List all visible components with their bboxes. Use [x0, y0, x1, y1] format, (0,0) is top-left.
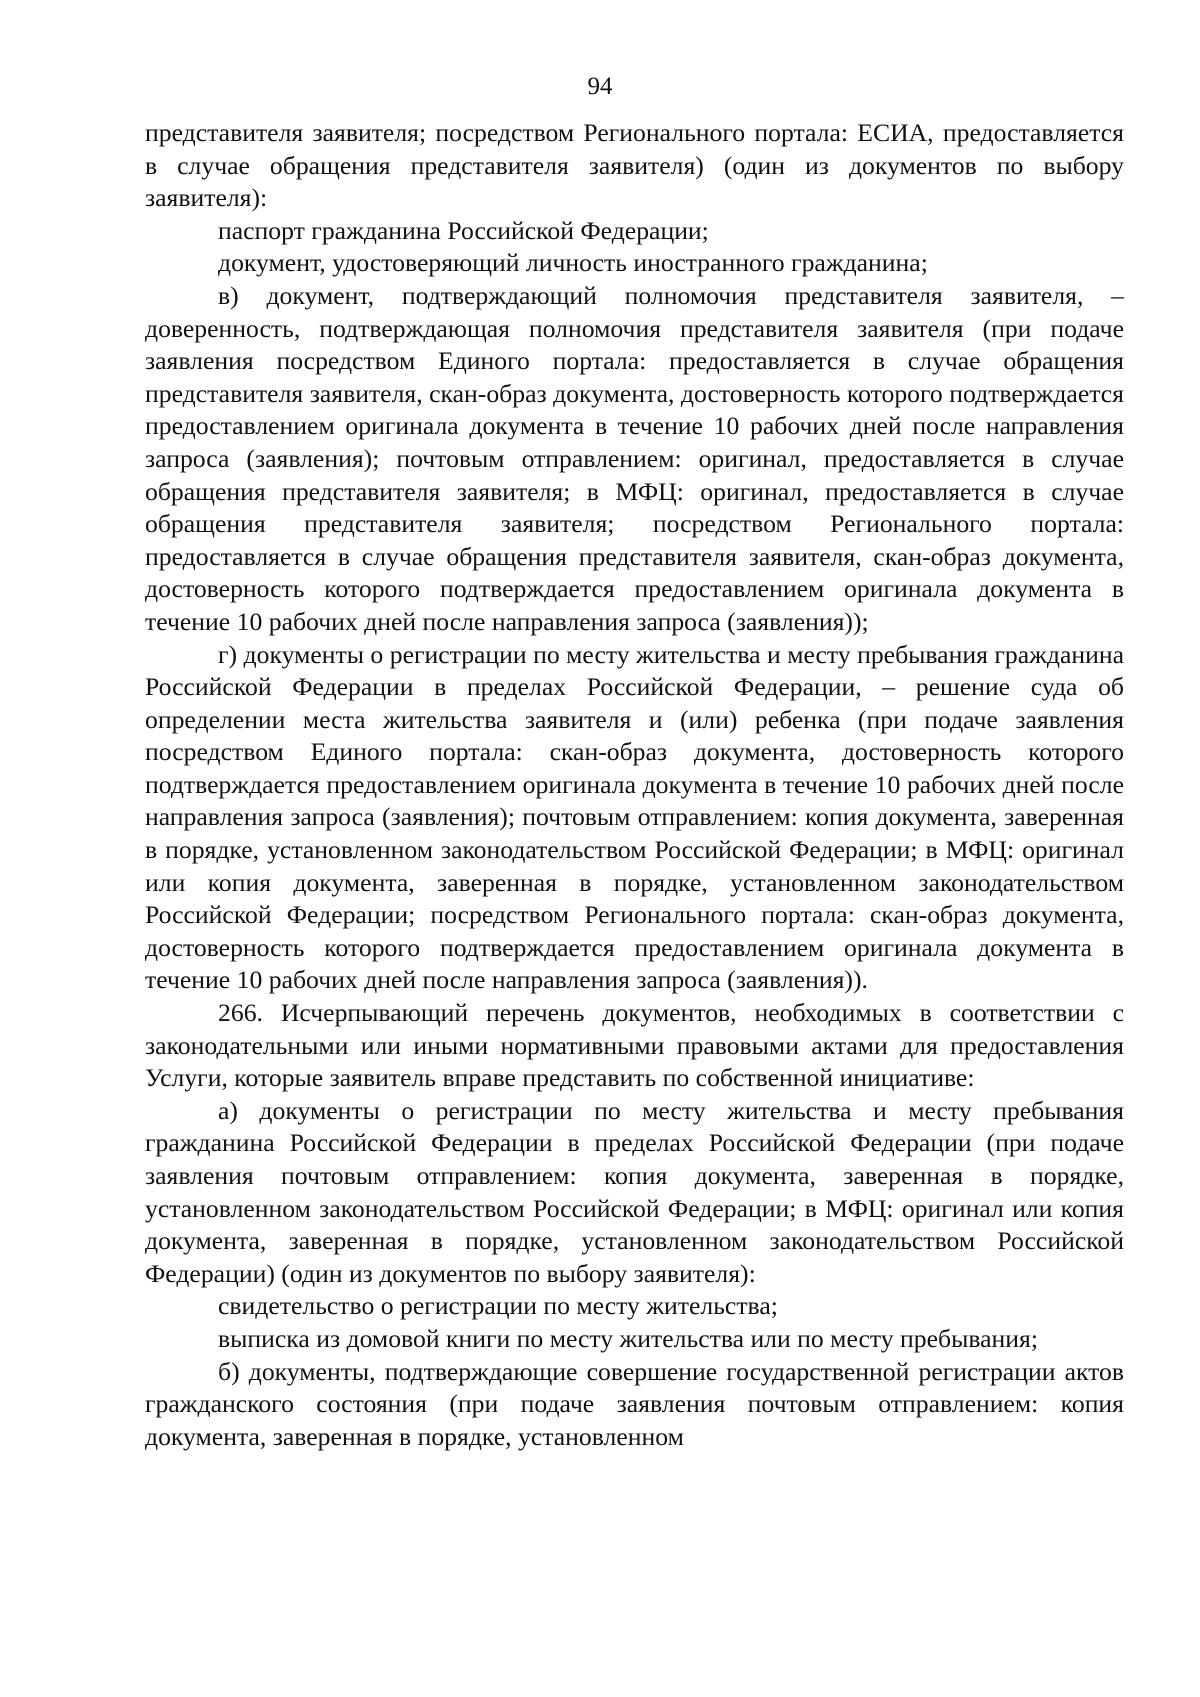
- paragraph-item-g: г) документы о регистрации по месту жительства и месту пребывания гражданина Российской Федерации в пределах Российской Федерации, – решение суда об определении места жительства заявителя и (или) ребенка (при подаче заявления посредством Единого портала: скан-образ документа, достоверность которого подтверждается предоставлением оригинала документа в течение 10 рабочих дней после направления запроса (заявления); почтовым отправлением: копия документа, заверенная в порядке, установленном законодательством Российской Федерации; в МФЦ: оригинал или копия документа, заверенная в порядке, установленном законодательством Российской Федерации; посредством Регионального портала: скан-образ документа, достоверность которого подтверждается предоставлением оригинала документа в течение 10 рабочих дней после направления запроса (заявления)).: [145, 639, 1124, 995]
- paragraph-continuation: представителя заявителя; посредством Регионального портала: ЕСИА, предоставляется в случае обращения представителя заявителя) (один из документов по выбору заявителя):: [145, 118, 1124, 213]
- paragraph-passport: паспорт гражданина Российской Федерации;: [218, 215, 709, 245]
- paragraph-item-v: в) документ, подтверждающий полномочия представителя заявителя, – доверенность, подтверждающая полномочия представителя заявителя (при подаче заявления посредством Единого портала: предоставляется в случае обращения представителя заявителя, скан-образ документа, достоверность которого подтверждается предоставлением оригинала документа в течение 10 рабочих дней после направления запроса (заявления); почтовым отправлением: оригинал, предоставляется в случае обращения представителя заявителя; в МФЦ: оригинал, предоставляется в случае обращения представителя заявителя; посредством Регионального портала: предоставляется в случае обращения представителя заявителя, скан-образ документа, достоверность которого подтверждается предоставлением оригинала документа в течение 10 рабочих дней после направления запроса (заявления));: [145, 280, 1124, 636]
- page-number: 94: [587, 73, 613, 100]
- paragraph-foreign-id: документ, удостоверяющий личность иностранного гражданина;: [218, 248, 928, 278]
- paragraph-registration-certificate: свидетельство о регистрации по месту жительства;: [218, 1291, 778, 1321]
- paragraph-item-a: а) документы о регистрации по месту жительства и месту пребывания гражданина Российской Федерации в пределах Российской Федерации (при подаче заявления почтовым отправлением: копия документа, заверенная в порядке, установленном законодательством Российской Федерации; в МФЦ: оригинал или копия документа, заверенная в порядке, установленном законодательством Российской Федерации) (один из документов по выбору заявителя):: [145, 1095, 1124, 1288]
- paragraph-item-b: б) документы, подтверждающие совершение государственной регистрации актов гражданского состояния (при подаче заявления почтовым отправлением: копия документа, заверенная в порядке, установленном: [145, 1356, 1124, 1451]
- paragraph-house-book-extract: выписка из домовой книги по месту жительства или по месту пребывания;: [218, 1323, 1038, 1353]
- paragraph-266: 266. Исчерпывающий перечень документов, необходимых в соответствии с законодательными или иными нормативными правовыми актами для предоставления Услуги, которые заявитель вправе представить по собственной инициативе:: [145, 998, 1124, 1093]
- document-body: [145, 117, 1124, 1453]
